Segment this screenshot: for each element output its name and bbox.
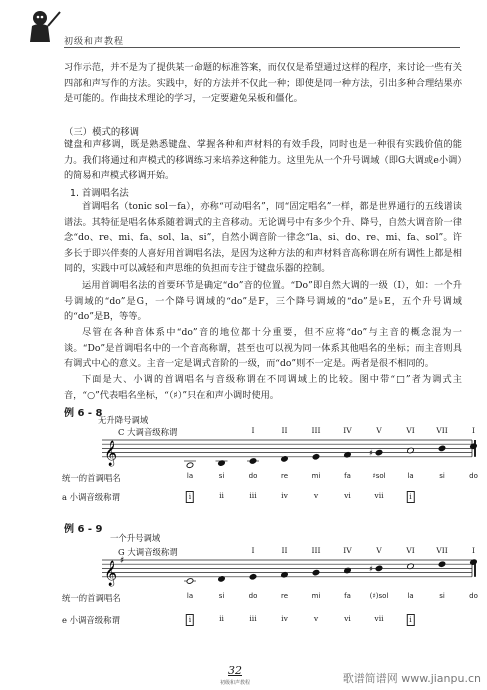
solfege-syllable: mi [311, 592, 321, 600]
major-degree-numeral: II [281, 546, 288, 555]
solfege-syllable: si [439, 592, 445, 600]
solfege-syllable: la [407, 472, 414, 480]
major-degree-numeral: IV [343, 546, 352, 555]
minor-degree-numeral: vii [374, 614, 384, 623]
example-label: 例 6 - 9 [64, 524, 103, 535]
solfege-syllable: do [248, 592, 258, 600]
minor-degree-numeral: ii [219, 491, 224, 500]
minor-degree-numeral: i [186, 614, 194, 626]
music-example-6-9 [62, 530, 482, 640]
minor-degree-numeral: i [186, 491, 194, 503]
note-head [375, 449, 383, 456]
note-head [312, 454, 320, 461]
major-degree-numeral: VI [406, 426, 415, 435]
conductor-logo-icon [26, 8, 62, 46]
paragraph-tonic-solfa: 首调唱名（tonic sol－fa），亦称“可动唱名”，同“固定唱名”一样，都是世界通行的五线谱读谱法。其特征是唱名体系随着调式的主音移动。无论调号中有多少个升、降号，自然大调音阶一律念“do、re、mi、fa、sol、la、si”，自然小调音阶一律念“la、si、do、re、mi、fa、sol”。许多长于即兴伴奏的人喜好用首调唱名法，是因为这种方法的和声材料音高称谓在所有调性上都是相同的，实践中可以减轻和声思维的负担而专注于键盘乐器的控制。 [64, 201, 462, 274]
solfege-syllable: re [280, 472, 289, 480]
minor-degree-numeral: iv [281, 491, 288, 500]
minor-degree-numeral: vi [344, 614, 351, 623]
section-title: （三）模式的移调 [64, 127, 140, 138]
watermark: 歌谱简谱网 www.jianpu.cn [342, 672, 481, 685]
solfege-syllable: la [407, 592, 414, 600]
header-rule [64, 47, 460, 48]
solfege-label: 统一的首调唱名 [62, 593, 121, 603]
paragraph-intro: 习作示范，并不是为了提供某一命题的标准答案，而仅仅是希望通过这样的程序，来讨论一些有关四部和声写作的方法。实践中，好的方法并不仅此一种；即使是同一种方法，引出多种合理结果亦是可能的。作曲技术理论的学习，一定要避免呆板和僵化。 [64, 62, 462, 104]
sharp-accidental-icon: ♯ [369, 448, 373, 458]
sharp-accidental-icon: ♯ [369, 564, 373, 574]
solfege-syllable: si [439, 472, 445, 480]
solfege-syllable: do [248, 472, 258, 480]
minor-degree-numeral: i [406, 491, 414, 503]
note-head [312, 569, 320, 576]
solfege-syllable: fa [344, 592, 351, 600]
major-degree-numeral: II [281, 426, 288, 435]
solfege-syllable: mi [311, 472, 321, 480]
solfege-syllable: ♯sol [372, 472, 386, 480]
solfege-label: 统一的首调唱名 [62, 473, 121, 483]
solfege-syllable: si [218, 472, 225, 480]
minor-degree-numeral: v [313, 491, 319, 500]
note-head [438, 561, 446, 568]
staff-6-8 [62, 414, 482, 514]
major-degree-numeral: VI [406, 546, 415, 555]
major-degree-label: G 大调音级称谓 [118, 547, 178, 557]
major-degree-numeral: I [251, 426, 255, 435]
treble-clef-icon: 𝄞 [104, 560, 118, 586]
note-head [186, 578, 194, 585]
major-degree-numeral: V [376, 546, 382, 555]
minor-degree-numeral: ii [219, 614, 224, 623]
paragraph-do-position: 运用首调唱名法的首要环节是确定“do”音的位置。“Do”即自然大调的一级（Ⅰ），如：一个升号调域的“do”是G，一个降号调域的“do”是F，三个降号调域的“do”是♭E，五个升号调域的“do”是B，等等。 [64, 280, 462, 322]
minor-degree-numeral: iv [281, 614, 288, 623]
major-degree-numeral: III [311, 546, 321, 555]
example-label: 例 6 - 8 [64, 408, 103, 419]
minor-degree-numeral: vii [374, 491, 384, 500]
solfege-syllable: (♯)sol [369, 592, 389, 600]
note-head [249, 458, 257, 465]
treble-clef-icon: 𝄞 [104, 440, 118, 466]
solfege-syllable: la [186, 592, 194, 600]
minor-degree-label: e 小调音级称谓 [62, 615, 120, 625]
minor-degree-numeral: iii [249, 491, 257, 500]
paragraph-comparison: 下面是大、小调的首调唱名与音级称谓在不同调域上的比较。图中带“□”者为调式主音，“○”代表唱名坐标，“（♯）”只在和声小调时使用。 [64, 374, 462, 401]
key-signature-sharp: ♯ [120, 556, 125, 566]
major-degree-numeral: I [251, 546, 255, 555]
note-head [438, 445, 446, 452]
major-degree-numeral: III [311, 426, 321, 435]
major-degree-numeral: VII [436, 546, 448, 555]
note-head [375, 565, 383, 572]
minor-degree-numeral: vi [344, 491, 351, 500]
header-title: 初级和声教程 [64, 37, 125, 47]
major-degree-numeral: VII [436, 426, 448, 435]
solfege-syllable: do [469, 592, 478, 600]
minor-degree-numeral: iii [249, 614, 257, 623]
key-caption: 无升降号调域 [98, 415, 149, 425]
major-degree-numeral: IV [343, 426, 352, 435]
major-degree-numeral: I [472, 426, 475, 435]
music-example-6-8 [62, 414, 482, 514]
minor-degree-numeral: i [406, 614, 414, 626]
staff-6-9 [62, 530, 482, 640]
paragraph-transposition: 键盘和声移调，既是熟悉键盘、掌握各种和声材料的有效手段，同时也是一种很有实践价值的能力。我们将通过和声模式的移调练习来培养这种能力。这里先从一个升号调域（即G大调或e小调）的简易和声模式移调开始。 [64, 139, 462, 181]
solfege-syllable: fa [344, 472, 351, 480]
major-degree-numeral: I [472, 546, 475, 555]
minor-degree-label: a 小调音级称谓 [62, 492, 120, 502]
solfege-syllable: do [469, 472, 478, 480]
key-caption: 一个升号调域 [110, 533, 161, 543]
page-number-caption: 初级和声教程 [220, 680, 251, 686]
paragraph-do-vs-tonic: 尽管在各种音体系中“do”音的地位都十分重要，但不应将“do”与主音的概念混为一谈。“Do”是首调唱名中的一个音高称谓，甚至也可以视为同一体系其他唱名的坐标；而主音则具有调式中心的意义。主音一定是调式音阶的一级，而“do”则不一定是。两者是很不相同的。 [64, 327, 462, 369]
solfege-syllable: re [280, 592, 289, 600]
note-head [186, 462, 194, 469]
note-head [249, 574, 257, 581]
page-number: 32 [228, 664, 242, 677]
minor-degree-numeral: v [313, 614, 319, 623]
major-degree-numeral: V [376, 426, 382, 435]
solfege-syllable: la [186, 472, 194, 480]
major-degree-label: C 大调音级称谓 [118, 427, 178, 437]
subsection-title: 1. 首调唱名法 [70, 188, 129, 199]
page-header [0, 0, 487, 56]
solfege-syllable: si [218, 592, 225, 600]
